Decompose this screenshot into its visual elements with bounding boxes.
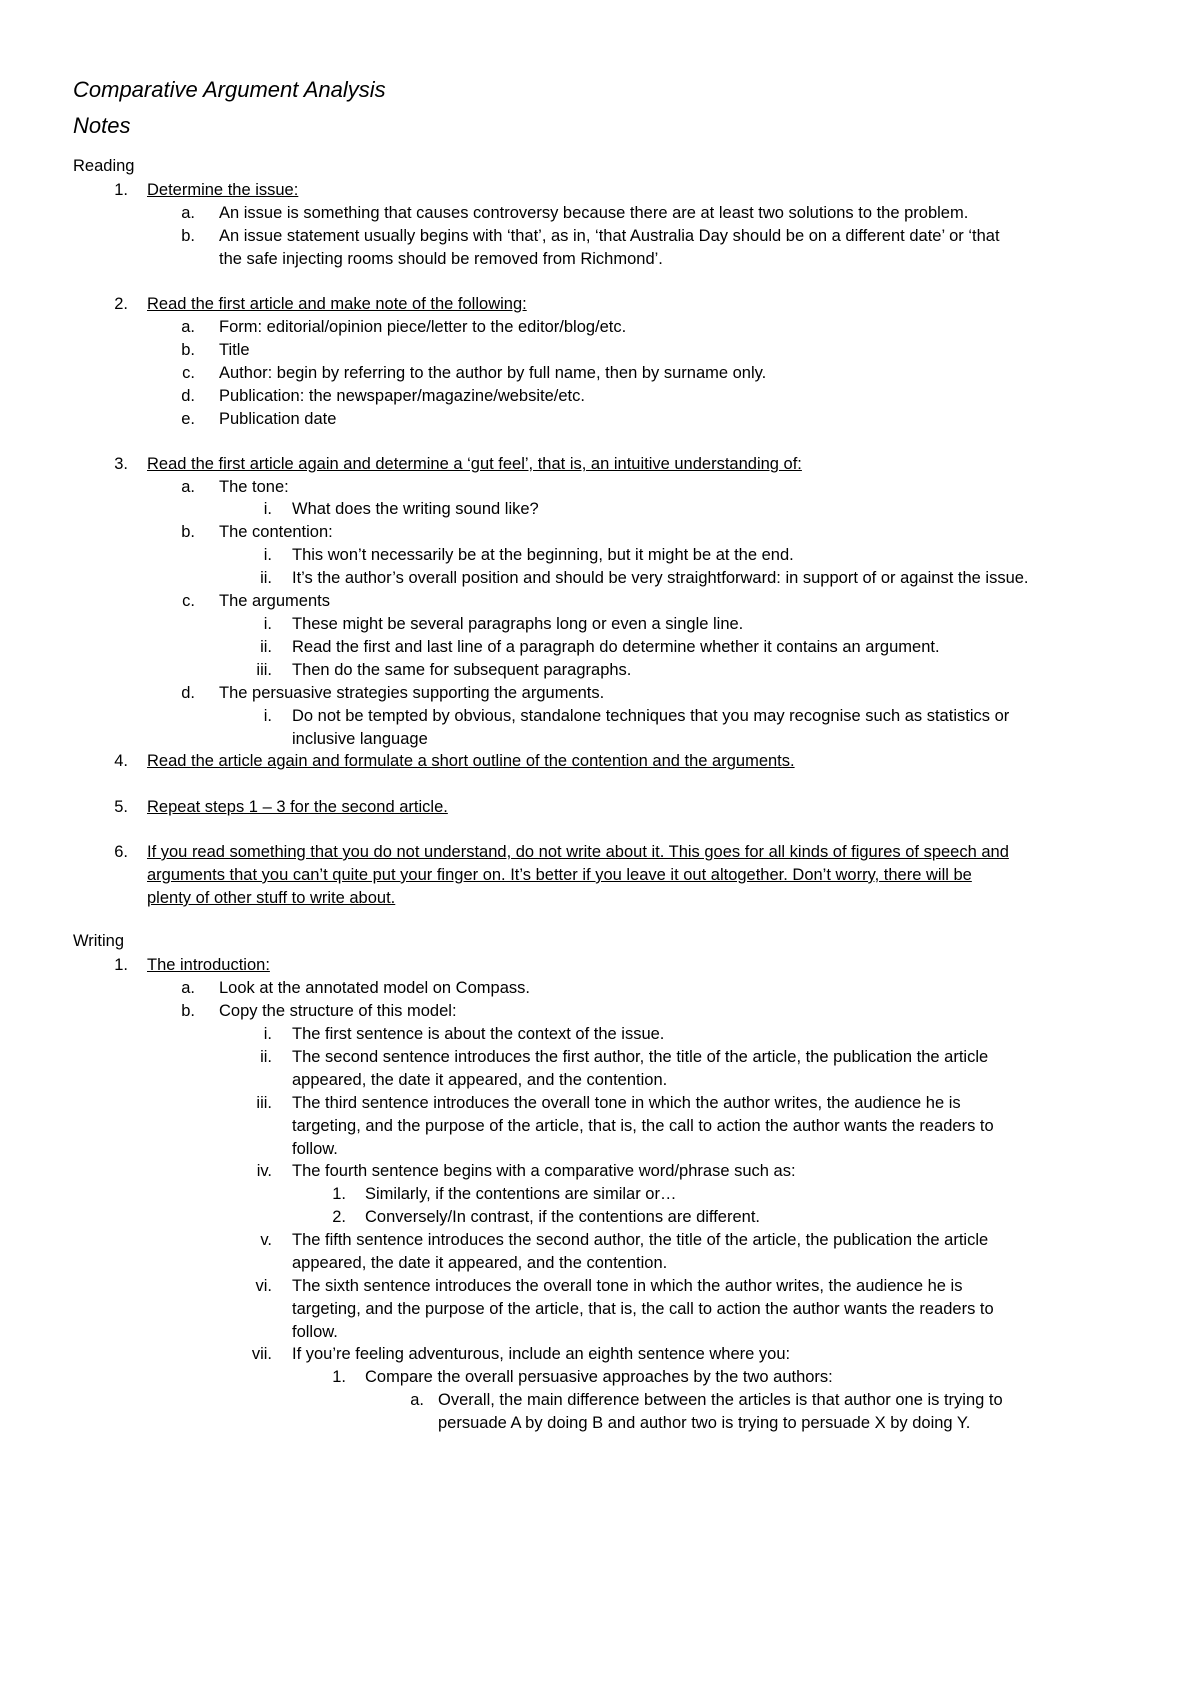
- list-text: The arguments: [219, 592, 330, 610]
- list-letter: a.: [181, 318, 195, 336]
- step-heading: Read the first article and make note of the following:: [147, 295, 527, 313]
- list-text: The tone:: [219, 478, 289, 496]
- step-heading: Repeat steps 1 – 3 for the second article.: [147, 798, 448, 816]
- list-text: An issue statement usually begins with ‘that’, as in, ‘that Australia Day should be on a different date’ or ‘that: [219, 227, 1000, 245]
- list-text: It’s the author’s overall position and should be very straightforward: in support of or against the issue.: [292, 569, 1029, 587]
- list-roman: ii.: [260, 1048, 272, 1066]
- list-text: Overall, the main difference between the articles is that author one is trying to: [438, 1391, 1003, 1409]
- list-text: These might be several paragraphs long or even a single line.: [292, 615, 744, 633]
- list-text: The persuasive strategies supporting the arguments.: [219, 684, 605, 702]
- step-heading: The introduction:: [147, 956, 270, 974]
- list-text: The first sentence is about the context of the issue.: [292, 1025, 665, 1043]
- list-letter: c.: [182, 364, 195, 382]
- list-roman: vi.: [255, 1277, 272, 1295]
- list-roman: vii.: [251, 1345, 272, 1363]
- list-roman: i.: [263, 615, 272, 633]
- step-heading-continued: arguments that you can’t quite put your finger on. It’s better if you leave it out altogether. Don’t worry, there will be: [147, 866, 972, 884]
- list-text: Conversely/In contrast, if the contentions are different.: [365, 1208, 760, 1226]
- list-letter: b.: [181, 227, 195, 245]
- list-roman: i.: [263, 707, 272, 725]
- list-number: 2.: [114, 295, 128, 313]
- document-subtitle: Notes: [73, 113, 131, 138]
- list-roman: i.: [263, 500, 272, 518]
- list-text: Title: [219, 341, 250, 359]
- list-text: Then do the same for subsequent paragraphs.: [292, 661, 632, 679]
- list-text: The third sentence introduces the overall tone in which the author writes, the audience he is: [292, 1094, 961, 1112]
- list-number: 1.: [114, 956, 128, 974]
- list-letter: a.: [410, 1391, 424, 1409]
- list-text: Publication date: [219, 410, 337, 428]
- list-text: What does the writing sound like?: [292, 500, 539, 518]
- document-title: Comparative Argument Analysis: [73, 77, 386, 102]
- list-text-continued: targeting, and the purpose of the article, that is, the call to action the author wants the readers to: [292, 1300, 994, 1318]
- list-letter: a.: [181, 478, 195, 496]
- list-roman: i.: [263, 546, 272, 564]
- list-letter: e.: [181, 410, 195, 428]
- list-text: The fifth sentence introduces the second author, the title of the article, the publication the article: [292, 1231, 989, 1249]
- list-letter: a.: [181, 979, 195, 997]
- step-heading: Read the first article again and determine a ‘gut feel’, that is, an intuitive understanding of:: [147, 455, 802, 473]
- step-heading-continued: plenty of other stuff to write about.: [147, 889, 396, 907]
- list-text: The sixth sentence introduces the overall tone in which the author writes, the audience he is: [292, 1277, 963, 1295]
- section-heading-writing: Writing: [73, 932, 125, 950]
- list-text-continued: persuade A by doing B and author two is trying to persuade X by doing Y.: [438, 1414, 971, 1432]
- section-heading-reading: Reading: [73, 157, 135, 175]
- list-text: The second sentence introduces the first author, the title of the article, the publication the article: [292, 1048, 989, 1066]
- list-text-continued: follow.: [292, 1323, 338, 1341]
- list-text-continued: appeared, the date it appeared, and the contention.: [292, 1254, 668, 1272]
- list-number: 1.: [332, 1368, 346, 1386]
- list-text: If you’re feeling adventurous, include an eighth sentence where you:: [292, 1345, 791, 1363]
- list-letter: b.: [181, 1002, 195, 1020]
- list-number: 1.: [114, 181, 128, 199]
- list-number: 3.: [114, 455, 128, 473]
- list-letter: b.: [181, 341, 195, 359]
- list-roman: iv.: [256, 1162, 272, 1180]
- list-roman: v.: [260, 1231, 272, 1249]
- list-letter: c.: [182, 592, 195, 610]
- list-roman: iii.: [256, 1094, 272, 1112]
- list-text: The contention:: [219, 523, 333, 541]
- list-letter: a.: [181, 204, 195, 222]
- list-letter: d.: [181, 387, 195, 405]
- list-text: Copy the structure of this model:: [219, 1002, 457, 1020]
- list-roman: ii.: [260, 638, 272, 656]
- list-letter: b.: [181, 523, 195, 541]
- step-heading: Read the article again and formulate a short outline of the contention and the arguments.: [147, 752, 795, 770]
- list-text: Form: editorial/opinion piece/letter to the editor/blog/etc.: [219, 318, 627, 336]
- list-text-continued: appeared, the date it appeared, and the contention.: [292, 1071, 668, 1089]
- step-heading: If you read something that you do not understand, do not write about it. This goes for all kinds of figures of speech and: [147, 843, 1009, 861]
- list-roman: ii.: [260, 569, 272, 587]
- list-text: The fourth sentence begins with a comparative word/phrase such as:: [292, 1162, 796, 1180]
- list-text-continued: inclusive language: [292, 730, 428, 748]
- list-number: 5.: [114, 798, 128, 816]
- list-number: 2.: [332, 1208, 346, 1226]
- list-text: Look at the annotated model on Compass.: [219, 979, 530, 997]
- list-text-continued: the safe injecting rooms should be removed from Richmond’.: [219, 250, 663, 268]
- list-number: 6.: [114, 843, 128, 861]
- list-text: An issue is something that causes controversy because there are at least two solutions to the problem.: [219, 204, 969, 222]
- list-text: Author: begin by referring to the author by full name, then by surname only.: [219, 364, 767, 382]
- list-text: Do not be tempted by obvious, standalone techniques that you may recognise such as statistics or: [292, 707, 1010, 725]
- list-text: Read the first and last line of a paragraph do determine whether it contains an argument.: [292, 638, 940, 656]
- list-text: Compare the overall persuasive approaches by the two authors:: [365, 1368, 833, 1386]
- list-letter: d.: [181, 684, 195, 702]
- list-number: 1.: [332, 1185, 346, 1203]
- list-roman: iii.: [256, 661, 272, 679]
- list-text: This won’t necessarily be at the beginning, but it might be at the end.: [292, 546, 794, 564]
- list-text: Publication: the newspaper/magazine/website/etc.: [219, 387, 585, 405]
- list-text-continued: follow.: [292, 1140, 338, 1158]
- list-number: 4.: [114, 752, 128, 770]
- list-text: Similarly, if the contentions are similar or…: [365, 1185, 677, 1203]
- list-roman: i.: [263, 1025, 272, 1043]
- list-text-continued: targeting, and the purpose of the article, that is, the call to action the author wants the readers to: [292, 1117, 994, 1135]
- step-heading: Determine the issue:: [147, 181, 299, 199]
